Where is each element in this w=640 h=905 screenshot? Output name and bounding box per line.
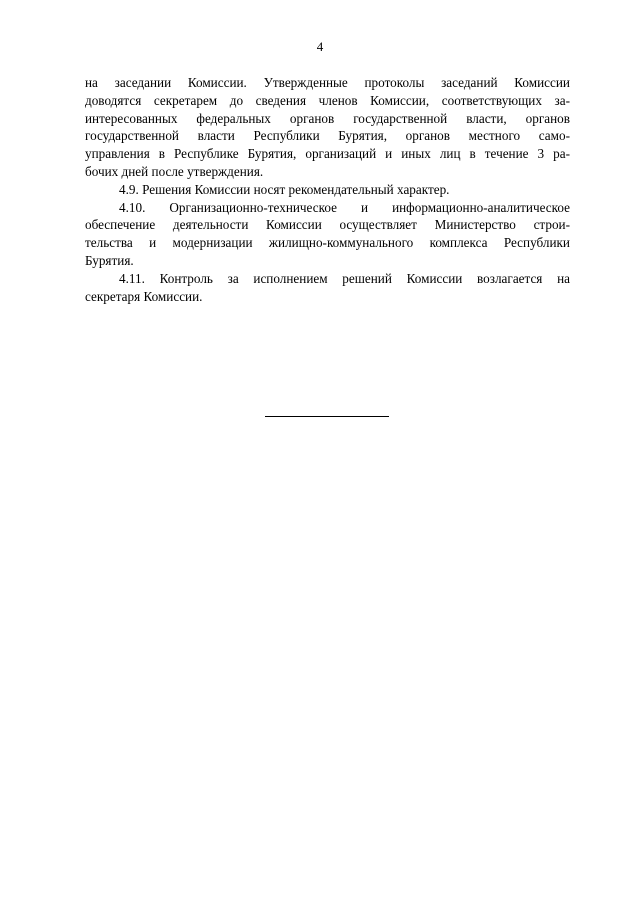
text-line: государственной власти Республики Бурятия, органов местного само- <box>85 128 570 144</box>
text-line: управления в Республике Бурятия, организаций и иных лиц в течение 3 ра- <box>85 146 570 162</box>
text-line: обеспечение деятельности Комиссии осуществляет Министерство строи- <box>85 217 570 233</box>
clause-4-9: 4.9. Решения Комиссии носят рекомендательный характер. <box>119 181 450 197</box>
text-line: бочих дней после утверждения. <box>85 163 264 179</box>
text-line: Бурятия. <box>85 252 134 268</box>
page-number: 4 <box>316 39 324 54</box>
text-line: доводятся секретарем до сведения членов Комиссии, соответствующих за- <box>85 92 570 108</box>
document-body <box>85 74 570 305</box>
text-line: тельства и модернизации жилищно-коммунального комплекса Республики <box>85 235 570 251</box>
text-line: интересованных федеральных органов государственной власти, органов <box>85 110 570 126</box>
clause-4-11: 4.11. Контроль за исполнением решений Комиссии возлагается на <box>119 270 570 286</box>
text-line: секретаря Комиссии. <box>85 288 203 304</box>
end-separator-line <box>265 416 389 417</box>
text-line: на заседании Комиссии. Утвержденные протоколы заседаний Комиссии <box>85 75 570 90</box>
clause-4-10: 4.10. Организационно-техническое и информационно-аналитическое <box>119 199 570 215</box>
